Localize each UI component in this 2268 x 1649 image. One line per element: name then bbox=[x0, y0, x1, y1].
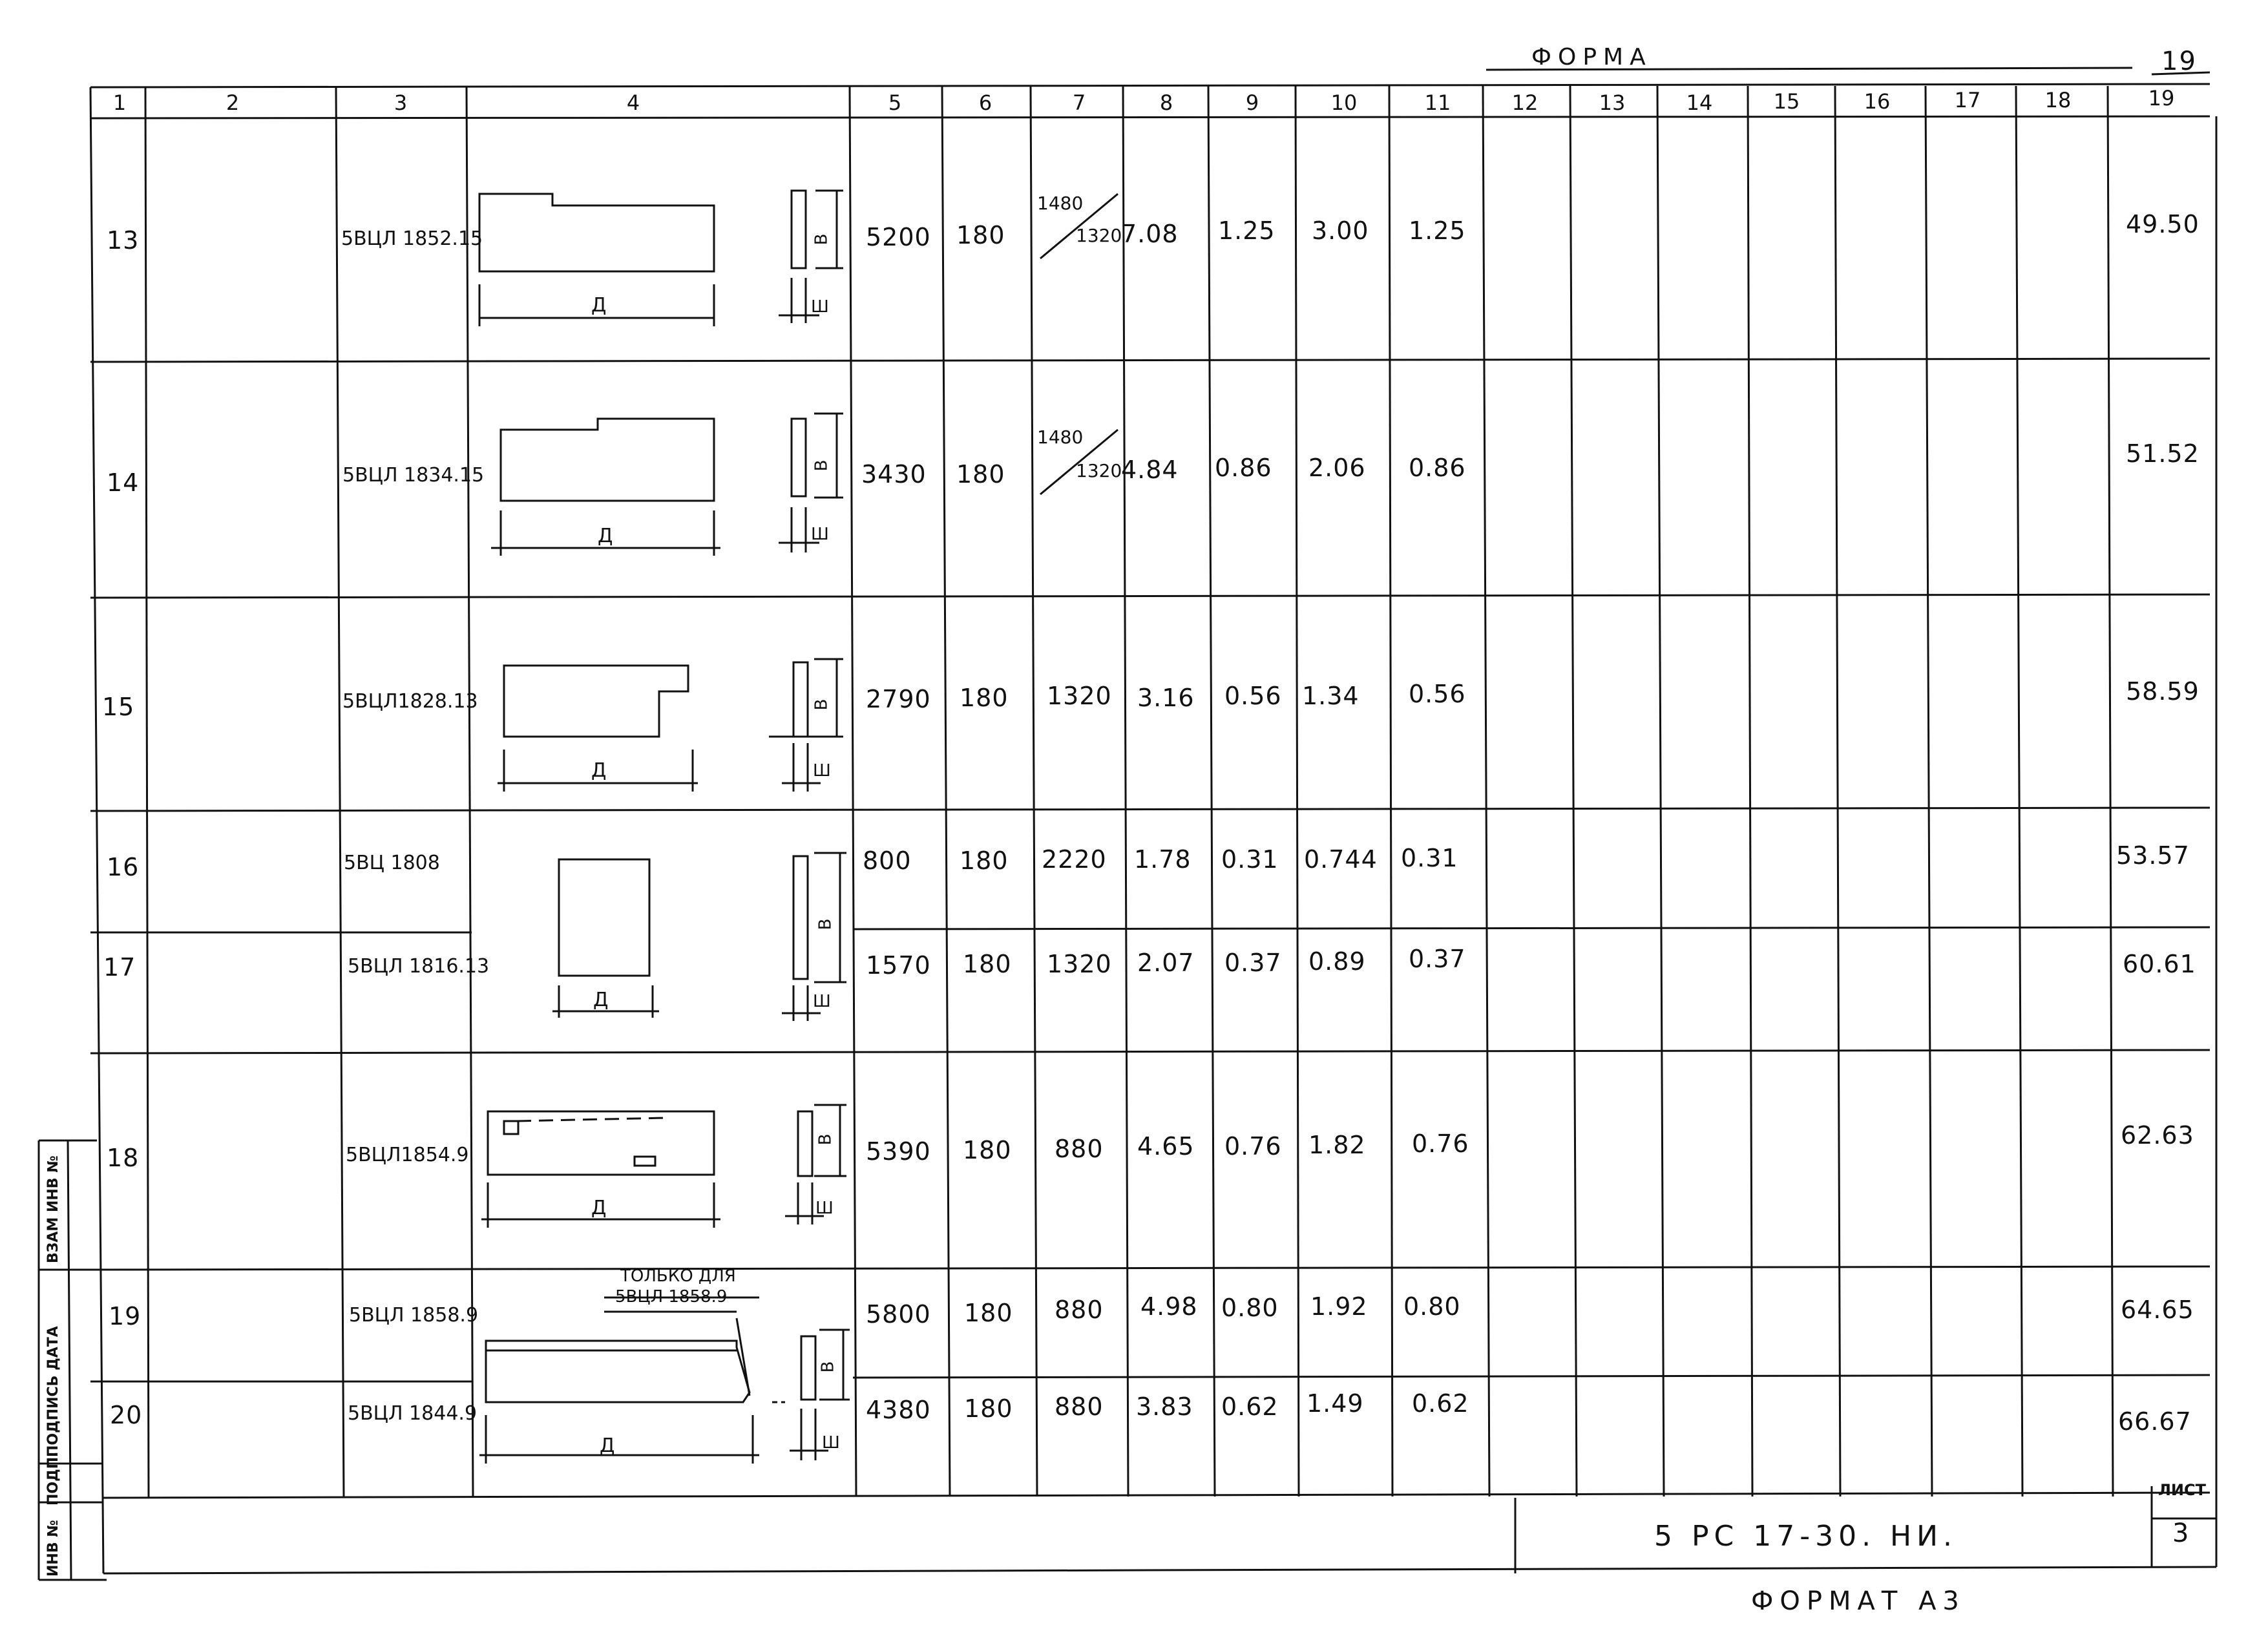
row-16-17-sketch-length: Д bbox=[593, 989, 609, 1011]
row-16-c7: 2220 bbox=[1042, 845, 1107, 874]
row-19-c10: 1.92 bbox=[1310, 1292, 1368, 1321]
row-18-c8: 4.65 bbox=[1137, 1132, 1195, 1161]
row-14-num: 14 bbox=[107, 468, 140, 497]
row-14-c6: 180 bbox=[956, 460, 1005, 488]
row-15-sketch-width: Ш bbox=[813, 761, 832, 781]
row-14-c10: 2.06 bbox=[1308, 454, 1366, 482]
row-18-sketch-height: В bbox=[815, 1133, 835, 1146]
row-14-sketch-height: В bbox=[812, 459, 832, 472]
row-13-c11: 1.25 bbox=[1409, 216, 1466, 245]
row-17-c19: 60.61 bbox=[2123, 950, 2196, 978]
row-13-sketch-width: Ш bbox=[811, 297, 830, 317]
row-13-c6: 180 bbox=[956, 221, 1005, 249]
col-header-2: 2 bbox=[226, 90, 240, 115]
sheet-label: ЛИСТ bbox=[2158, 1481, 2207, 1499]
side-stamp-signature-date: ПОДПИСЬ ДАТА bbox=[45, 1326, 61, 1457]
row-14-c11: 0.86 bbox=[1409, 454, 1466, 482]
row-17-c7: 1320 bbox=[1047, 950, 1112, 978]
row-15-c5: 2790 bbox=[866, 685, 931, 713]
col-header-3: 3 bbox=[394, 90, 408, 115]
row-13-sketch-height: В bbox=[812, 233, 832, 246]
row-19-num: 19 bbox=[109, 1302, 142, 1330]
col-header-18: 18 bbox=[2044, 88, 2072, 112]
col-header-5: 5 bbox=[888, 90, 902, 115]
row-13-num: 13 bbox=[107, 226, 140, 255]
row-16-c6: 180 bbox=[960, 846, 1009, 875]
row-13-c9: 1.25 bbox=[1218, 216, 1276, 245]
row-19-c7: 880 bbox=[1055, 1296, 1104, 1324]
side-stamp-inv-no: ИНВ № bbox=[45, 1520, 61, 1577]
row-13-c19: 49.50 bbox=[2126, 210, 2200, 238]
side-stamp-vzam-inv: ВЗАМ ИНВ № bbox=[45, 1155, 61, 1263]
row-17-c9: 0.37 bbox=[1224, 949, 1282, 977]
row-14-c8: 4.84 bbox=[1121, 456, 1179, 484]
col-header-8: 8 bbox=[1159, 90, 1173, 115]
col-header-13: 13 bbox=[1599, 90, 1626, 115]
row-16-c11: 0.31 bbox=[1401, 844, 1458, 872]
row-13-c7-top: 1480 bbox=[1037, 193, 1084, 214]
row-18-c19: 62.63 bbox=[2121, 1121, 2194, 1150]
row-15-c11: 0.56 bbox=[1409, 680, 1466, 708]
row-15-num: 15 bbox=[102, 693, 135, 721]
row-16-c19: 53.57 bbox=[2116, 841, 2190, 870]
row-19-code: 5ВЦЛ 1858.9 bbox=[349, 1304, 479, 1327]
col-header-15: 15 bbox=[1773, 89, 1800, 114]
col-header-12: 12 bbox=[1511, 90, 1538, 115]
row-15-c9: 0.56 bbox=[1224, 682, 1282, 710]
row-13-code: 5ВЦЛ 1852.15 bbox=[341, 227, 483, 250]
row-19-20-sketch-length: Д bbox=[600, 1434, 616, 1457]
row-15-sketch-height: В bbox=[812, 698, 832, 711]
row-14-c5: 3430 bbox=[861, 460, 927, 488]
row-16-c8: 1.78 bbox=[1134, 845, 1192, 874]
col-header-10: 10 bbox=[1330, 90, 1358, 115]
col-header-16: 16 bbox=[1864, 89, 1891, 114]
row-20-code: 5ВЦЛ 1844.9 bbox=[348, 1402, 478, 1425]
row-20-c11: 0.62 bbox=[1412, 1389, 1469, 1418]
row-16-num: 16 bbox=[107, 853, 140, 881]
row-18-sketch-length: Д bbox=[591, 1197, 607, 1219]
row-15-c19: 58.59 bbox=[2126, 677, 2200, 706]
row-14-c7-top: 1480 bbox=[1037, 426, 1084, 448]
row-16-c5: 800 bbox=[863, 846, 912, 875]
sheet-number: 3 bbox=[2172, 1518, 2189, 1548]
row-13-c8: 7.08 bbox=[1121, 220, 1179, 248]
row-15-c7: 1320 bbox=[1047, 682, 1112, 710]
row-18-c10: 1.82 bbox=[1308, 1131, 1366, 1159]
row-19-20-sketch-height: В bbox=[818, 1360, 838, 1373]
row-14-c19: 51.52 bbox=[2126, 439, 2200, 468]
row-17-num: 17 bbox=[103, 953, 136, 982]
row-20-c9: 0.62 bbox=[1221, 1392, 1279, 1421]
row-17-c6: 180 bbox=[963, 950, 1012, 978]
row-19-c19: 64.65 bbox=[2121, 1296, 2194, 1324]
row-13-c10: 3.00 bbox=[1312, 216, 1369, 245]
col-header-4: 4 bbox=[626, 90, 640, 115]
row-15-c6: 180 bbox=[960, 684, 1009, 712]
row-17-c10: 0.89 bbox=[1308, 947, 1366, 976]
col-header-9: 9 bbox=[1245, 90, 1259, 115]
row-19-c8: 4.98 bbox=[1140, 1292, 1198, 1321]
document-code: 5 РС 17-30. НИ. bbox=[1654, 1520, 1958, 1553]
row-13-c7-bot: 1320 bbox=[1076, 225, 1122, 246]
corner-number: 19 bbox=[2161, 47, 2197, 76]
row-16-c10: 0.744 bbox=[1304, 845, 1378, 874]
row-13-sketch-length: Д bbox=[591, 294, 607, 317]
row-20-c8: 3.83 bbox=[1136, 1392, 1193, 1421]
row-18-code: 5ВЦЛ1854.9 bbox=[346, 1144, 469, 1166]
row-14-c9: 0.86 bbox=[1215, 454, 1272, 482]
row-15-c10: 1.34 bbox=[1302, 682, 1360, 710]
row-17-c11: 0.37 bbox=[1409, 945, 1466, 973]
row-19-c9: 0.80 bbox=[1221, 1294, 1279, 1322]
col-header-19: 19 bbox=[2148, 86, 2175, 110]
row-19-20-sketch-width: Ш bbox=[822, 1433, 841, 1453]
row-15-sketch-length: Д bbox=[591, 759, 607, 782]
row-19-c5: 5800 bbox=[866, 1300, 931, 1329]
row-19-note-line1: ТОЛЬКО ДЛЯ bbox=[620, 1266, 736, 1286]
row-20-num: 20 bbox=[110, 1401, 143, 1429]
row-20-c6: 180 bbox=[964, 1394, 1013, 1423]
row-14-sketch-width: Ш bbox=[811, 525, 830, 544]
row-18-sketch-width: Ш bbox=[815, 1199, 834, 1218]
row-18-c6: 180 bbox=[963, 1136, 1012, 1164]
row-16-17-sketch-height: В bbox=[815, 918, 835, 930]
row-16-17-sketch-width: Ш bbox=[813, 992, 832, 1011]
row-15-c8: 3.16 bbox=[1137, 684, 1195, 712]
row-17-c5: 1570 bbox=[866, 951, 931, 980]
row-13-c5: 5200 bbox=[866, 223, 931, 251]
col-header-17: 17 bbox=[1954, 88, 1981, 112]
row-18-c5: 5390 bbox=[866, 1137, 931, 1166]
row-18-num: 18 bbox=[107, 1144, 140, 1172]
row-20-c5: 4380 bbox=[866, 1396, 931, 1424]
row-19-c6: 180 bbox=[964, 1299, 1013, 1327]
row-19-c11: 0.80 bbox=[1403, 1292, 1461, 1321]
side-stamp-podp: ПОДП. bbox=[45, 1451, 61, 1506]
col-header-6: 6 bbox=[978, 90, 992, 115]
row-17-c8: 2.07 bbox=[1137, 949, 1195, 977]
row-17-code: 5ВЦЛ 1816.13 bbox=[348, 955, 490, 978]
row-15-code: 5ВЦЛ1828.13 bbox=[342, 690, 478, 713]
row-14-c7-bot: 1320 bbox=[1076, 460, 1122, 481]
col-header-11: 11 bbox=[1424, 90, 1451, 115]
col-header-7: 7 bbox=[1072, 90, 1086, 115]
row-18-c7: 880 bbox=[1055, 1135, 1104, 1163]
row-19-note-line2: 5ВЦЛ 1858.9 bbox=[615, 1287, 728, 1307]
form-label: ФОРМА bbox=[1531, 44, 1652, 70]
row-20-c19: 66.67 bbox=[2118, 1407, 2192, 1436]
col-header-1: 1 bbox=[112, 90, 127, 115]
row-18-c9: 0.76 bbox=[1224, 1132, 1282, 1161]
paper-format: ФОРМАТ А3 bbox=[1751, 1586, 1966, 1616]
row-20-c10: 1.49 bbox=[1307, 1389, 1364, 1418]
col-header-14: 14 bbox=[1686, 90, 1713, 115]
row-16-code: 5ВЦ 1808 bbox=[344, 852, 440, 874]
row-14-code: 5ВЦЛ 1834.15 bbox=[342, 464, 485, 487]
row-16-c9: 0.31 bbox=[1221, 845, 1279, 874]
row-18-c11: 0.76 bbox=[1412, 1129, 1469, 1158]
row-14-sketch-length: Д bbox=[598, 525, 614, 547]
row-20-c7: 880 bbox=[1055, 1392, 1104, 1421]
